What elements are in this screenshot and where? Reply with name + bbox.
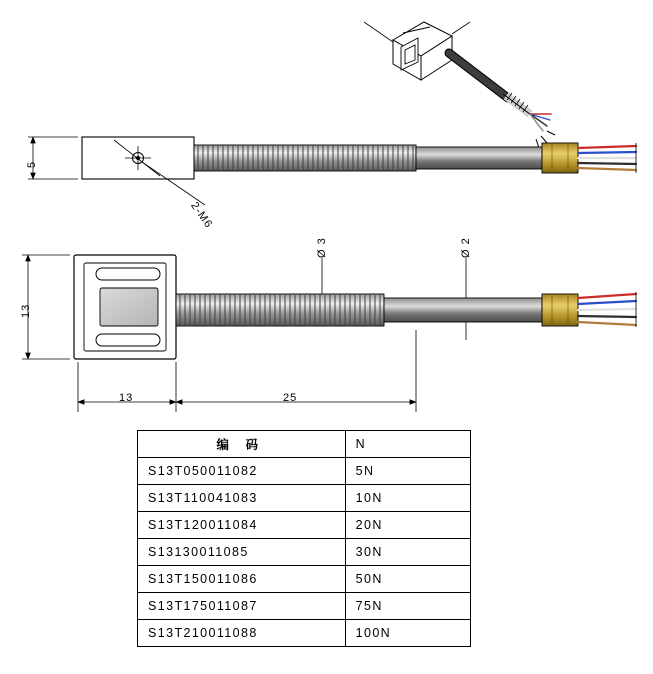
part-number-table — [137, 430, 471, 647]
dimension-label-body-height: 13 — [20, 303, 32, 318]
dimension-label-cable-length: 25 — [283, 392, 298, 404]
cell-rating: 5N — [345, 458, 470, 485]
table-row — [138, 593, 471, 620]
dimension-label-sleeve-diameter: Ø 3 — [316, 237, 328, 258]
cell-rating: 30N — [345, 539, 470, 566]
cell-rating: 10N — [345, 485, 470, 512]
dimension-thickness-5 — [28, 137, 78, 179]
top-view — [82, 137, 636, 205]
cell-code: S13T175011087 — [138, 593, 346, 620]
table-row — [138, 485, 471, 512]
cell-code: S13T050011082 — [138, 458, 346, 485]
cell-code: S13T210011088 — [138, 620, 346, 647]
table-header-row — [138, 431, 471, 458]
dimension-label-thread: 2-M6 — [188, 200, 215, 231]
dimension-label-cable-diameter: Ø 2 — [460, 237, 472, 258]
dimension-label-body-width: 13 — [119, 392, 134, 404]
table-row — [138, 458, 471, 485]
cell-rating: 20N — [345, 512, 470, 539]
cell-rating: 100N — [345, 620, 470, 647]
table-row — [138, 512, 471, 539]
table-row — [138, 539, 471, 566]
table-row — [138, 620, 471, 647]
cell-code: S13T110041083 — [138, 485, 346, 512]
front-view — [74, 255, 636, 359]
cell-code: S13T150011086 — [138, 566, 346, 593]
table-header-code: 编 码 — [138, 431, 346, 458]
cell-rating: 50N — [345, 566, 470, 593]
cell-code: S13130011085 — [138, 539, 346, 566]
cell-rating: 75N — [345, 593, 470, 620]
table-row — [138, 566, 471, 593]
table-header-rating: N — [345, 431, 470, 458]
isometric-inset — [364, 22, 555, 148]
cell-code: S13T120011084 — [138, 512, 346, 539]
dimension-label-thickness: 5 — [26, 160, 38, 168]
